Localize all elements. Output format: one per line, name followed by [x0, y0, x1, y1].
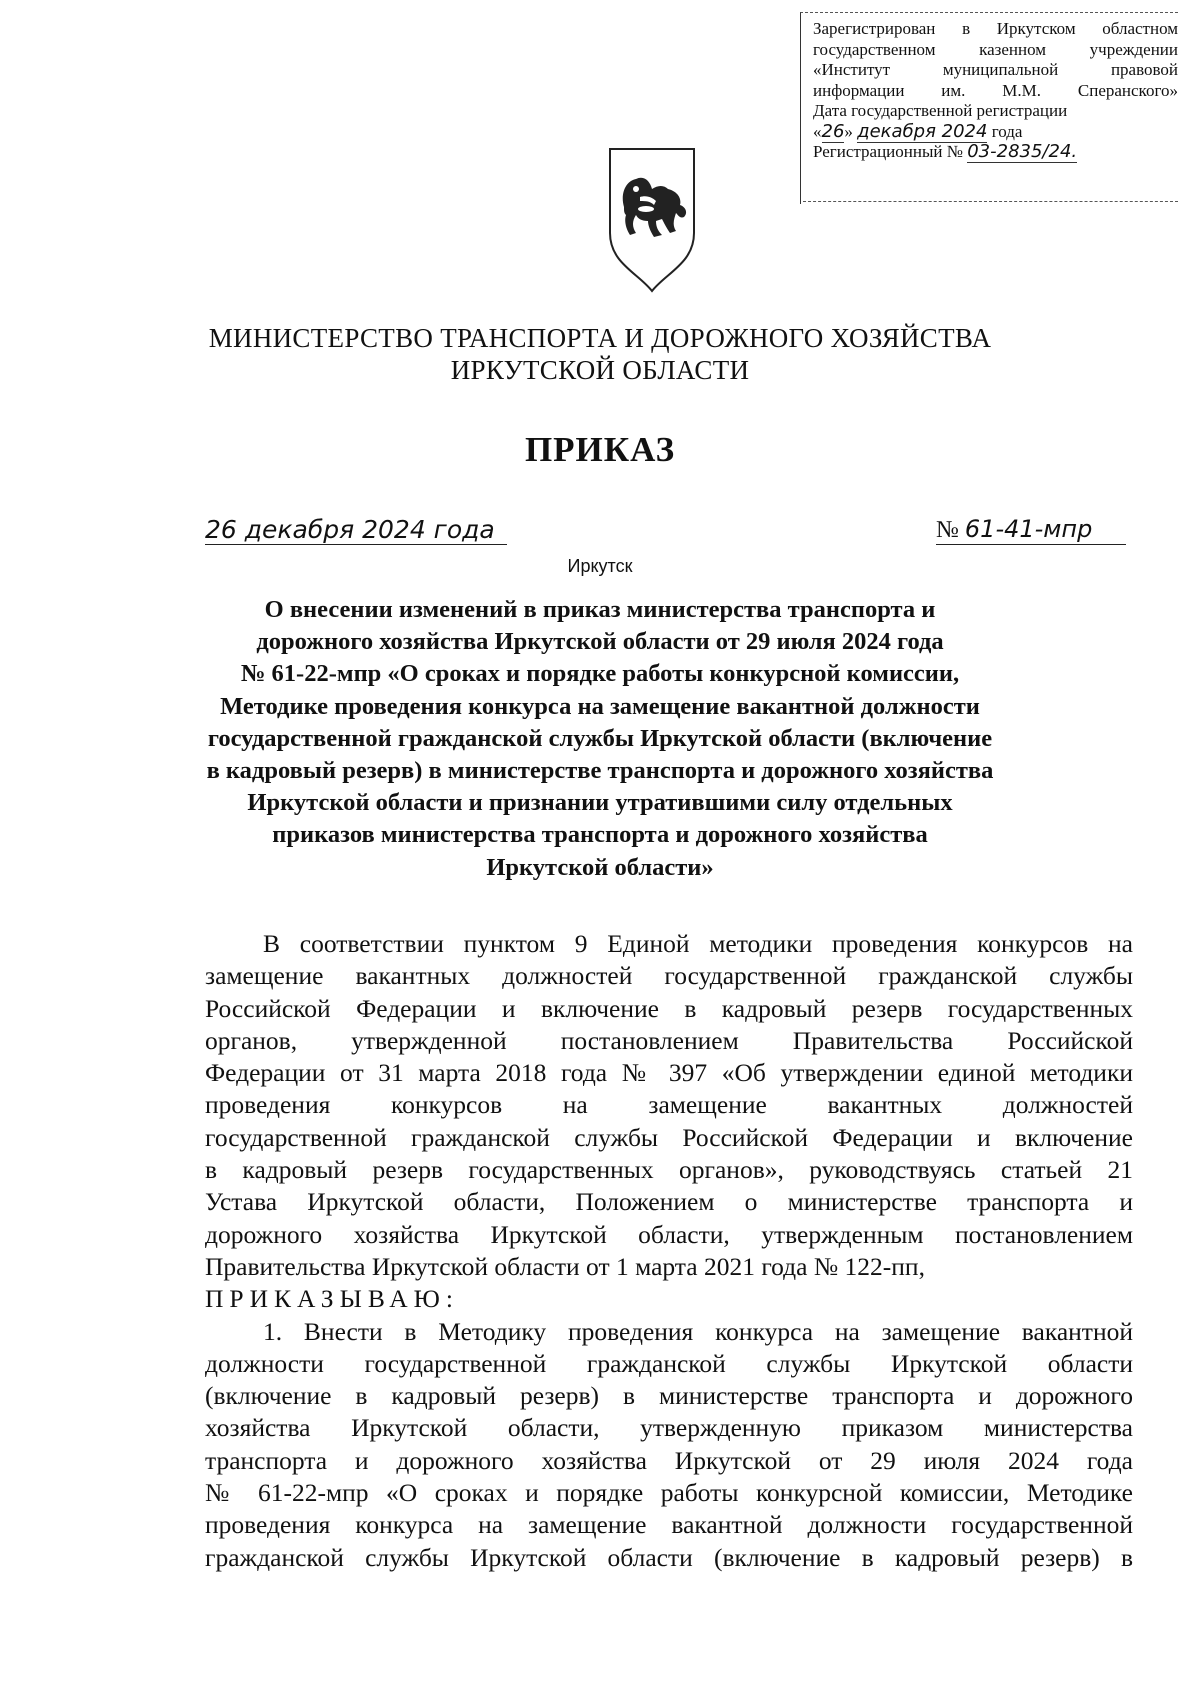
subject-line: О внесении изменений в приказ министерства транспорта и	[264, 596, 936, 623]
order-number-prefix: №	[936, 517, 959, 543]
stamp-line: информации им. М.М. Сперанского»	[813, 80, 1178, 100]
stamp-bottom-rule	[803, 201, 1178, 202]
item1-line: (включение в кадровый резерв) в министерстве транспорта и дорожного	[205, 1381, 1133, 1411]
subject-line: Иркутской области и признании утратившими силу отдельных	[247, 789, 953, 817]
preamble-line: В соответствии пунктом 9 Единой методики проведения конкурсов на	[263, 929, 1133, 958]
order-number	[936, 515, 1126, 545]
item1-line: хозяйства Иркутской области, утвержденную приказом министерства	[205, 1413, 1133, 1443]
item1-line: № 61-22-мпр «О сроках и порядке работы конкурсной комиссии, Методике	[205, 1478, 1133, 1508]
stamp-quote-close: »	[844, 121, 853, 141]
preamble-line: дорожного хозяйства Иркутской области, утвержденным постановлением	[205, 1219, 1133, 1249]
subject-line: Методике проведения конкурса на замещение вакантной должности	[220, 692, 980, 720]
ministry-name-line: ИРКУТСКОЙ ОБЛАСТИ	[450, 355, 750, 385]
registration-stamp	[800, 12, 1178, 204]
stamp-reg-label: Регистрационный №	[813, 142, 963, 161]
item1-line: проведения конкурса на замещение вакантной должности государственной	[205, 1510, 1133, 1540]
order-date-handwritten: 26 декабря 2024 года	[205, 515, 507, 545]
subject-line: государственной гражданской службы Иркутской области (включение	[207, 724, 993, 752]
stamp-quote-open: «	[813, 121, 822, 141]
preamble-line: Устава Иркутской области, Положением о министерстве транспорта и	[205, 1187, 1133, 1217]
coat-of-arms-icon	[606, 145, 698, 295]
document-type-title: ПРИКАЗ	[524, 430, 676, 469]
stamp-year-word: года	[991, 121, 1023, 141]
ministry-name	[150, 322, 1050, 386]
preamble-line: Федерации от 31 марта 2018 года № 397 «Об утверждении единой методики	[205, 1058, 1133, 1088]
preamble-line: Российской Федерации и включение в кадровый резерв государственных	[205, 993, 1133, 1023]
preamble-line: органов, утвержденной постановлением Правительства Российской	[205, 1025, 1133, 1055]
order-number-handwritten: 61-41-мпр	[964, 515, 1093, 543]
item1-line: гражданской службы Иркутской области (включение в кадровый резерв) в	[205, 1542, 1133, 1572]
order-city: Иркутск	[567, 556, 633, 576]
order-directive: ПРИКАЗЫВАЮ:	[205, 1284, 459, 1314]
subject-line: в кадровый резерв) в министерстве транспорта и дорожного хозяйства	[206, 757, 994, 785]
subject-line: № 61-22-мпр «О сроках и порядке работы конкурсной комиссии,	[240, 660, 960, 688]
subject-line: дорожного хозяйства Иркутской области от 29 июля 2024 года	[256, 628, 944, 656]
stamp-reg-number: 03-2835/24.	[967, 141, 1078, 162]
stamp-line: «Институт муниципальной правовой	[813, 60, 1178, 79]
item1-line: должности государственной гражданской службы Иркутской области	[205, 1348, 1133, 1378]
preamble-line: государственной гражданской службы Российской Федерации и включение	[205, 1122, 1133, 1152]
stamp-date-day: 26	[821, 120, 845, 142]
subject-line: приказов министерства транспорта и дорожного хозяйства	[272, 821, 928, 849]
ministry-name-line: МИНИСТЕРСТВО ТРАНСПОРТА И ДОРОЖНОГО ХОЗЯЙСТВА	[208, 323, 992, 353]
preamble-line: замещение вакантных должностей государственной гражданской службы	[205, 961, 1133, 991]
stamp-date-month-year: декабря 2024	[857, 120, 988, 142]
stamp-line: государственном казенном учреждении	[813, 39, 1178, 59]
order-subject	[180, 594, 1020, 884]
subject-line: Иркутской области»	[486, 853, 714, 881]
preamble-line: проведения конкурсов на замещение вакантных должностей	[205, 1090, 1133, 1120]
preamble-line: Правительства Иркутской области от 1 марта 2021 года № 122-пп,	[205, 1251, 925, 1281]
stamp-line: Зарегистрирован в Иркутском областном	[813, 19, 1178, 38]
order-body	[205, 928, 1133, 1574]
item1-line: 1. Внести в Методику проведения конкурса на замещение вакантной	[263, 1316, 1133, 1346]
preamble-line: в кадровый резерв государственных органов», руководствуясь статьей 21	[205, 1155, 1133, 1185]
item1-line: транспорта и дорожного хозяйства Иркутской от 29 июля 2024 года	[205, 1445, 1133, 1475]
stamp-registration-date	[813, 122, 1178, 143]
stamp-line: Дата государственной регистрации	[813, 101, 1068, 120]
stamp-registration-number	[813, 142, 1178, 163]
